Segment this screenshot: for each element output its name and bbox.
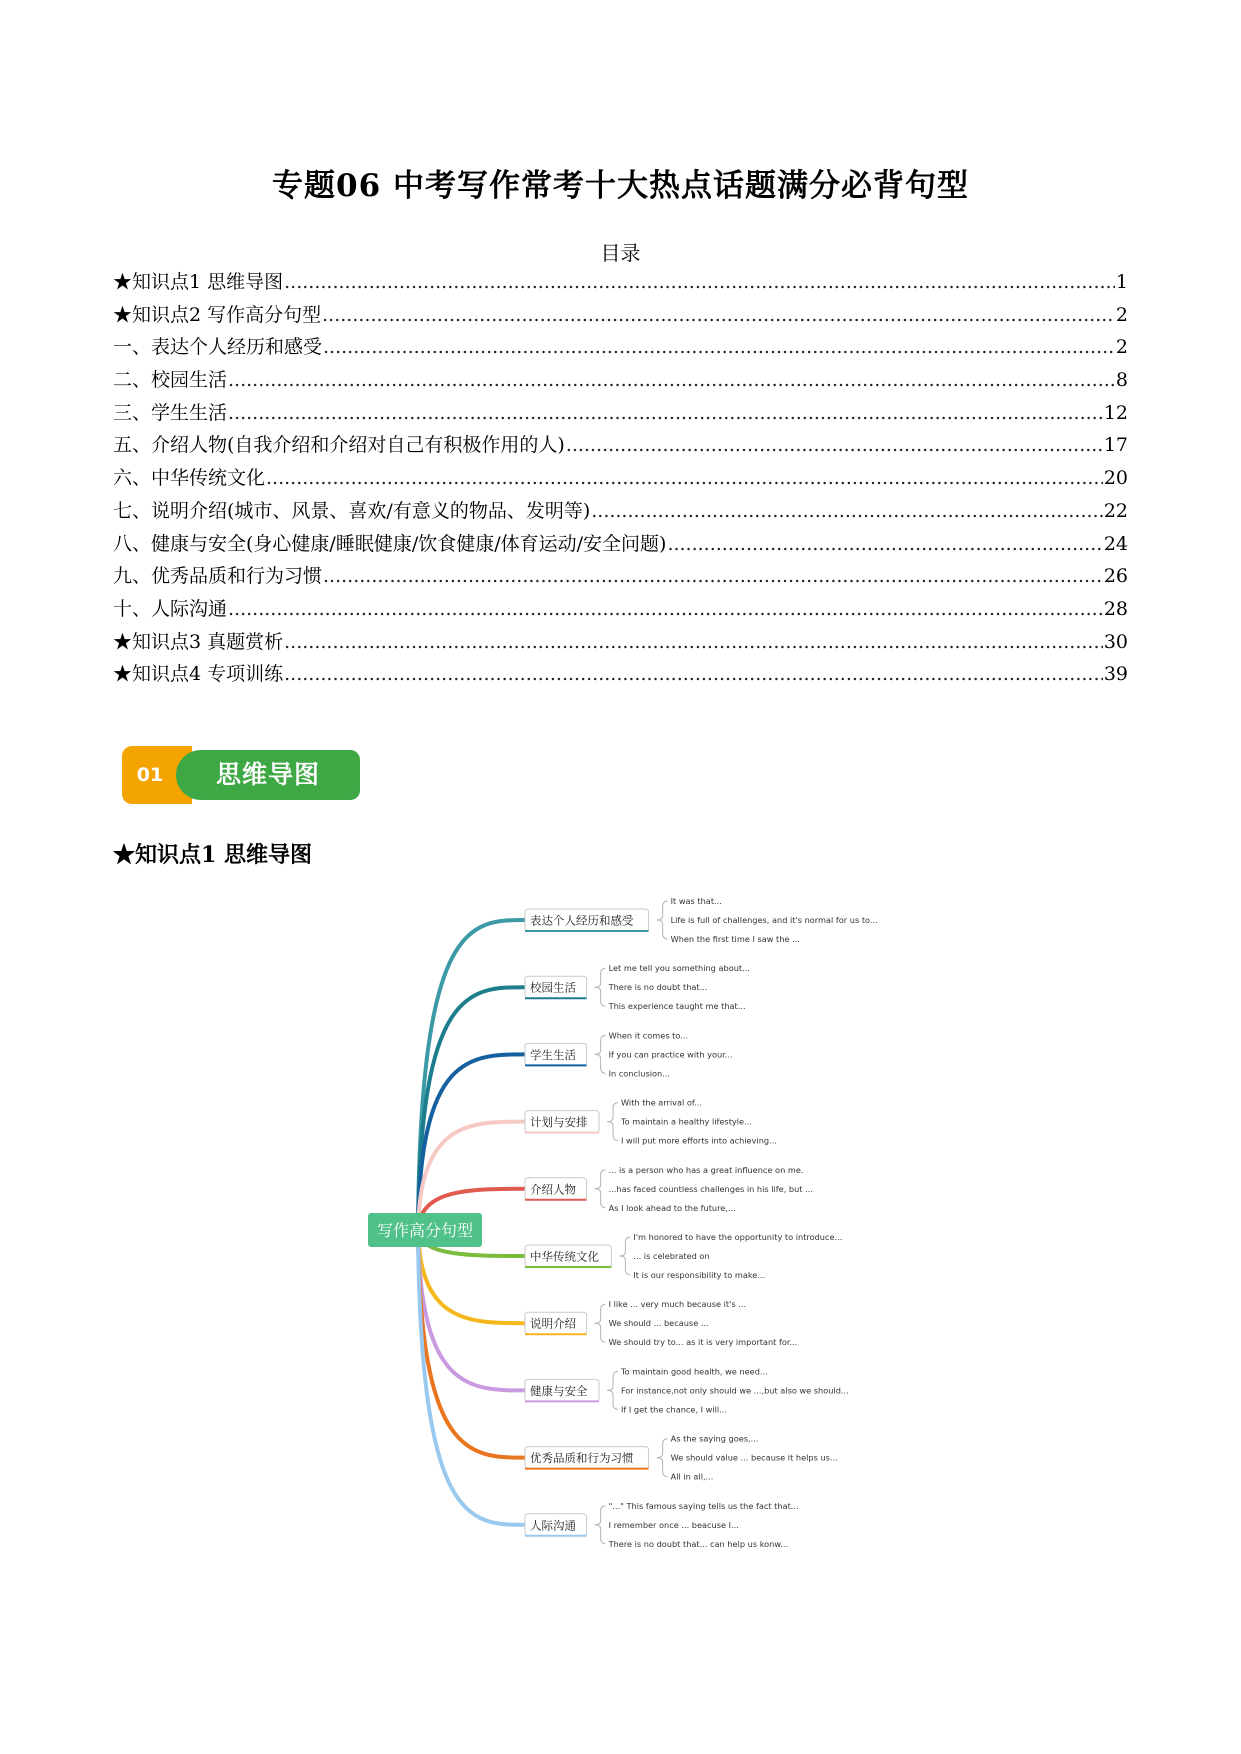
branch-label: 优秀品质和行为习惯 (530, 1451, 634, 1466)
sentence-bracket (657, 1439, 668, 1477)
toc-entry-label: 二、校园生活 (113, 369, 228, 392)
toc-leader (591, 500, 1103, 522)
toc-entry[interactable] (113, 659, 1128, 692)
toc-entry-page: 1 (1115, 271, 1128, 293)
branch-node (525, 1366, 849, 1414)
toc-entry-page: 17 (1103, 434, 1128, 457)
sentence-text: If I get the chance, I will... (621, 1404, 727, 1415)
table-of-contents (113, 267, 1128, 692)
mind-map (360, 888, 920, 1560)
sentence-text: We should try to... as it is very important for... (608, 1337, 798, 1348)
toc-entry-page: 39 (1103, 663, 1128, 686)
toc-entry-label: 八、健康与安全(身心健康/睡眠健康/饮食健康/体育运动/安全问题) (113, 532, 667, 555)
branch-node (525, 1098, 777, 1146)
sentence-text: There is no doubt that... can help us konw... (608, 1538, 789, 1549)
toc-entry-label: 十、人际沟通 (113, 597, 228, 620)
toc-entry[interactable] (113, 332, 1128, 365)
toc-entry[interactable] (113, 594, 1128, 627)
mind-map-canvas (360, 888, 920, 1560)
toc-entry-label: ★知识点3 真题赏析 (113, 630, 284, 653)
toc-heading: 目录 (600, 241, 641, 265)
branch-node (525, 1434, 838, 1482)
sentence-text: It is our responsibility to make... (633, 1270, 766, 1280)
toc-entry[interactable] (113, 267, 1128, 300)
sentence-text: All in all,... (670, 1471, 714, 1482)
section-badge (122, 746, 362, 804)
toc-leader (667, 533, 1102, 555)
toc-entry-page: 22 (1103, 499, 1128, 522)
badge-label: 思维导图 (215, 760, 320, 789)
toc-entry-label: 九、优秀品质和行为习惯 (113, 565, 323, 588)
toc-leader (228, 402, 1103, 424)
toc-entry-label: 三、学生生活 (113, 401, 228, 424)
sentence-text: ... is a person who has a great influence on me. (608, 1164, 804, 1175)
sentence-text: We should value ... because it helps us... (670, 1452, 838, 1463)
sentence-bracket (595, 1506, 606, 1544)
badge-number: 01 (136, 764, 164, 786)
mind-map-root (368, 1213, 482, 1247)
sentence-text: As the saying goes,... (670, 1433, 759, 1444)
sentence-text: If you can practice with your... (608, 1049, 733, 1060)
sentence-text: This experience taught me that... (608, 1001, 746, 1012)
toc-entry[interactable] (113, 430, 1128, 463)
document-title: 专题06 中考写作常考十大热点话题满分必背句型 (272, 168, 969, 204)
sentence-text: When the first time I saw the ... (670, 934, 800, 944)
toc-entry-page: 2 (1115, 303, 1128, 326)
branch-label: 表达个人经历和感受 (530, 913, 634, 928)
sentence-text: ...has faced countless challenges in his life, but ... (608, 1183, 813, 1194)
sentence-text: Life is full of challenges, and it's normal for us to... (670, 915, 878, 925)
branch-label: 健康与安全 (530, 1383, 588, 1398)
sentence-text: When it comes to... (608, 1030, 689, 1041)
branch-label: 人际沟通 (530, 1518, 576, 1533)
sentence-text: There is no doubt that... (608, 982, 708, 993)
toc-entry-page: 2 (1115, 336, 1128, 359)
branch-label: 校园生活 (530, 980, 576, 995)
toc-entry-label: 七、说明介绍(城市、风景、喜欢/有意义的物品、发明等) (113, 499, 591, 522)
toc-leader (284, 663, 1103, 685)
toc-entry-page: 30 (1103, 630, 1128, 653)
toc-leader (228, 369, 1115, 391)
branch-label: 中华传统文化 (530, 1249, 599, 1264)
toc-leader (323, 336, 1115, 358)
sentence-text: Let me tell you something about... (608, 963, 750, 974)
branch-label: 说明介绍 (530, 1316, 576, 1331)
sentence-text: ... is celebrated on (633, 1251, 710, 1261)
sentence-text: It was that... (670, 896, 722, 906)
branch-node (525, 1299, 797, 1347)
toc-entry[interactable] (113, 627, 1128, 660)
sentence-bracket (595, 1304, 606, 1342)
branch-node (525, 1232, 842, 1280)
sentence-text: We should ... because ... (608, 1318, 709, 1329)
sentence-text: To maintain good health, we need... (621, 1366, 768, 1377)
toc-entry-page: 24 (1103, 532, 1128, 555)
branch-connector (418, 1230, 525, 1525)
sentence-text: With the arrival of... (621, 1097, 702, 1108)
branch-node (525, 896, 878, 944)
toc-leader (323, 565, 1103, 587)
toc-entry-label: 五、介绍人物(自我介绍和介绍对自己有积极作用的人) (113, 434, 565, 457)
toc-entry-page: 12 (1103, 401, 1128, 424)
toc-entry[interactable] (113, 561, 1128, 594)
branch-label: 介绍人物 (530, 1182, 576, 1197)
sentence-text: "..." This famous saying tells us the fact that... (608, 1500, 799, 1511)
toc-entry-page: 8 (1115, 369, 1128, 392)
toc-entry[interactable] (113, 398, 1128, 431)
branch-connector (418, 920, 525, 1230)
toc-leader (284, 631, 1103, 653)
toc-entry-label: 六、中华传统文化 (113, 467, 266, 490)
sentence-text: I remember once ... beacuse I... (608, 1519, 739, 1530)
branch-node (525, 1030, 733, 1078)
sentence-text: In conclusion... (608, 1068, 671, 1079)
root-label: 写作高分句型 (376, 1221, 474, 1240)
toc-entry[interactable] (113, 529, 1128, 562)
branch-label: 计划与安排 (530, 1115, 588, 1130)
toc-entry-label: ★知识点1 思维导图 (113, 271, 284, 293)
toc-entry-label: 一、表达个人经历和感受 (113, 336, 323, 359)
sentence-text: I like ... very much because it's ... (608, 1299, 747, 1310)
sentence-text: I'm honored to have the opportunity to introduce... (633, 1232, 843, 1242)
toc-entry[interactable] (113, 463, 1128, 496)
sentence-bracket (595, 1035, 606, 1073)
branch-node (525, 1501, 799, 1549)
toc-entry[interactable] (113, 300, 1128, 333)
sentence-bracket (607, 1103, 618, 1141)
toc-entry-label: ★知识点2 写作高分句型 (113, 303, 322, 326)
toc-leader (284, 271, 1115, 293)
sentence-text: As I look ahead to the future,... (608, 1202, 736, 1213)
toc-entry-page: 20 (1103, 467, 1128, 490)
toc-leader (266, 467, 1103, 489)
toc-entry-label: ★知识点4 专项训练 (113, 663, 284, 686)
sentence-text: To maintain a healthy lifestyle... (621, 1116, 752, 1127)
toc-entry-page: 26 (1103, 565, 1128, 588)
sentence-text: For instance,not only should we ...,but also we should... (621, 1385, 849, 1396)
sentence-bracket (619, 1237, 630, 1275)
sentence-bracket (607, 1371, 618, 1409)
sentence-bracket (595, 1170, 606, 1208)
branch-label: 学生生活 (530, 1047, 576, 1062)
sentence-bracket (657, 901, 668, 939)
toc-entry[interactable] (113, 365, 1128, 398)
branch-node (525, 1165, 813, 1213)
section-title: ★知识点1 思维导图 (113, 842, 312, 868)
toc-leader (566, 434, 1103, 456)
toc-entry[interactable] (113, 496, 1128, 529)
toc-leader (228, 598, 1103, 620)
toc-leader (322, 304, 1115, 326)
sentence-bracket (595, 968, 606, 1006)
branch-node (525, 963, 750, 1011)
toc-entry-page: 28 (1103, 597, 1128, 620)
sentence-text: I will put more efforts into achieving... (621, 1135, 777, 1146)
